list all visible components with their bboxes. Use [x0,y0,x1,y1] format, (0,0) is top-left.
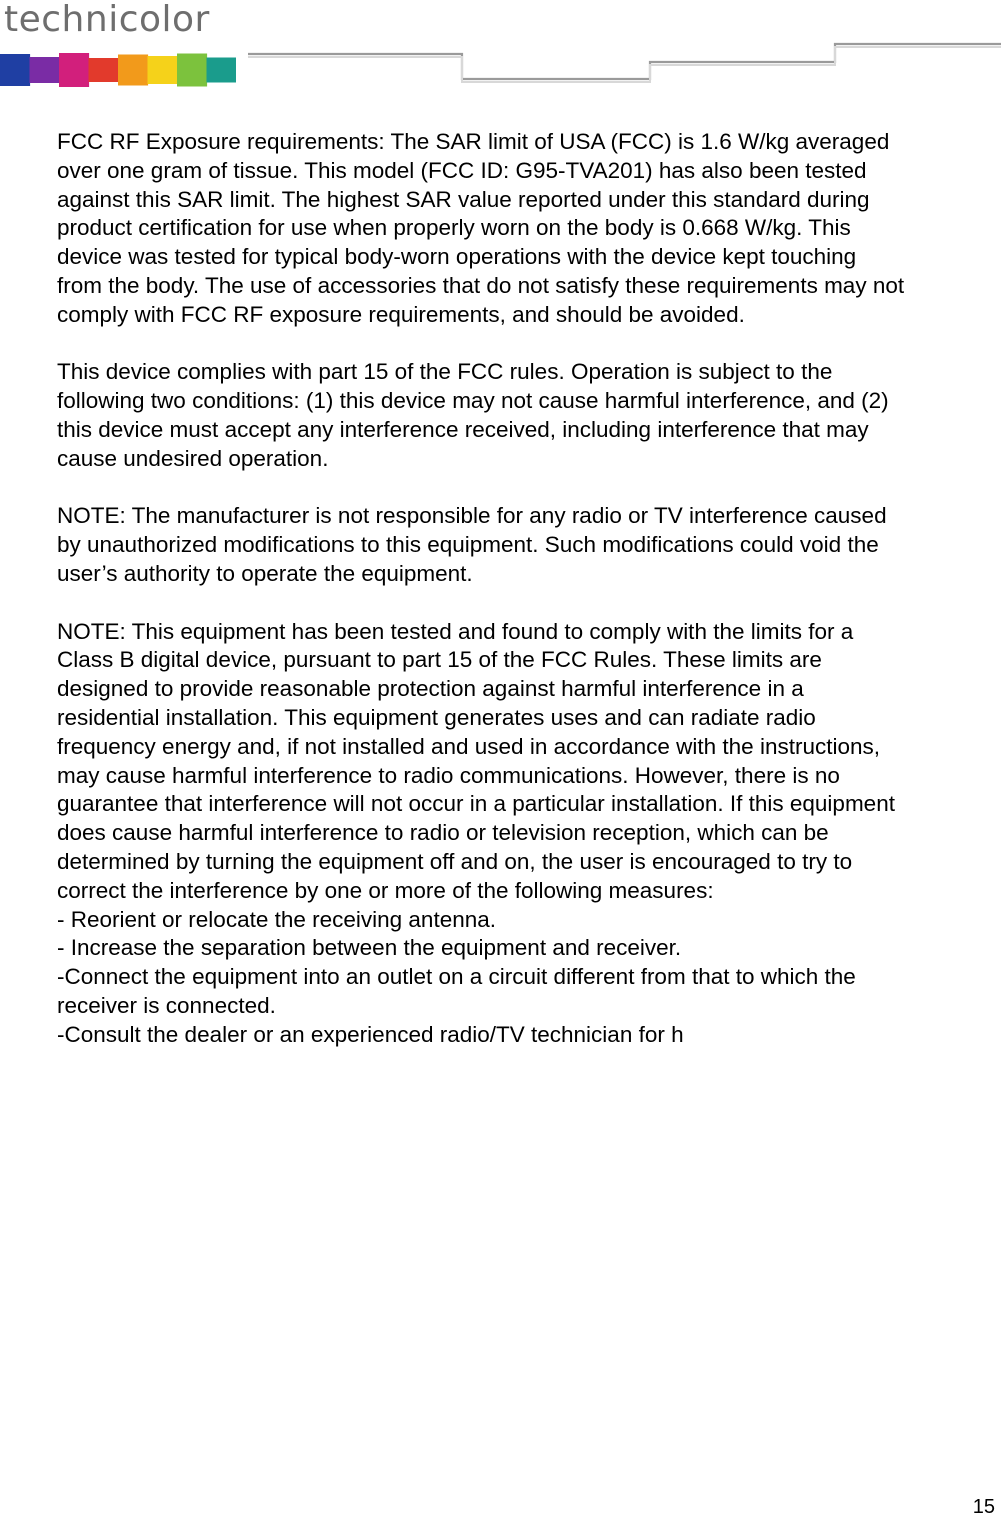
part-15-compliance-paragraph [57,358,1001,473]
text-line: following two conditions: (1) this device may not cause harmful interference, and (2) [57,388,889,414]
text-line: -Connect the equipment into an outlet on a circuit different from that to which the [57,964,856,990]
text-line: receiver is connected. [57,992,276,1018]
text-line: NOTE: This equipment has been tested and found to comply with the limits for a [57,618,854,644]
text-line: user’s authority to operate the equipment. [57,560,473,586]
text-line: device was tested for typical body-worn operations with the device kept touching [57,244,857,270]
text-line: against this SAR limit. The highest SAR value reported under this standard during [57,186,870,212]
text-line: designed to provide reasonable protection against harmful interference in a [57,676,804,702]
text-line: residential installation. This equipment generates uses and can radiate radio [57,704,816,730]
text-line: -Consult the dealer or an experienced radio/TV technician for h [57,1021,684,1047]
text-line: Class B digital device, pursuant to part 15 of the FCC Rules. These limits are [57,647,822,673]
text-line: from the body. The use of accessories that do not satisfy these requirements may not [57,272,905,298]
header-rule [0,0,1001,105]
text-line: by unauthorized modifications to this equipment. Such modifications could void the [57,532,879,558]
modifications-note-paragraph [57,502,1001,588]
text-line: comply with FCC RF exposure requirements, and should be avoided. [57,301,745,327]
page-header [0,0,1001,105]
document-body [57,128,1001,1078]
text-line: does cause harmful interference to radio or television reception, which can be [57,820,829,846]
text-line: - Reorient or relocate the receiving antenna. [57,906,497,932]
text-line: NOTE: The manufacturer is not responsible for any radio or TV interference caused [57,503,887,529]
text-line: correct the interference by one or more of the following measures: [57,877,714,903]
text-line: This device complies with part 15 of the FCC rules. Operation is subject to the [57,359,833,385]
text-line: frequency energy and, if not installed and used in accordance with the instructions, [57,733,880,759]
text-line: over one gram of tissue. This model (FCC ID: G95-TVA201) has also been tested [57,157,867,183]
page-number: 15 [972,1496,995,1518]
text-line: - Increase the separation between the equipment and receiver. [57,935,682,961]
text-line: this device must accept any interference received, including interference that may [57,416,869,442]
text-line: guarantee that interference will not occur in a particular installation. If this equipment [57,791,895,817]
text-line: product certification for use when properly worn on the body is 0.668 W/kg. This [57,215,851,241]
text-line: FCC RF Exposure requirements: The SAR limit of USA (FCC) is 1.6 W/kg averaged [57,129,890,154]
class-b-note-paragraph [57,618,1001,1050]
text-line: determined by turning the equipment off and on, the user is encouraged to try to [57,848,853,874]
technicolor-logo: technicolor [4,0,210,40]
text-line: cause undesired operation. [57,445,329,471]
text-line: may cause harmful interference to radio communications. However, there is no [57,762,840,788]
sar-exposure-paragraph [57,128,1001,330]
